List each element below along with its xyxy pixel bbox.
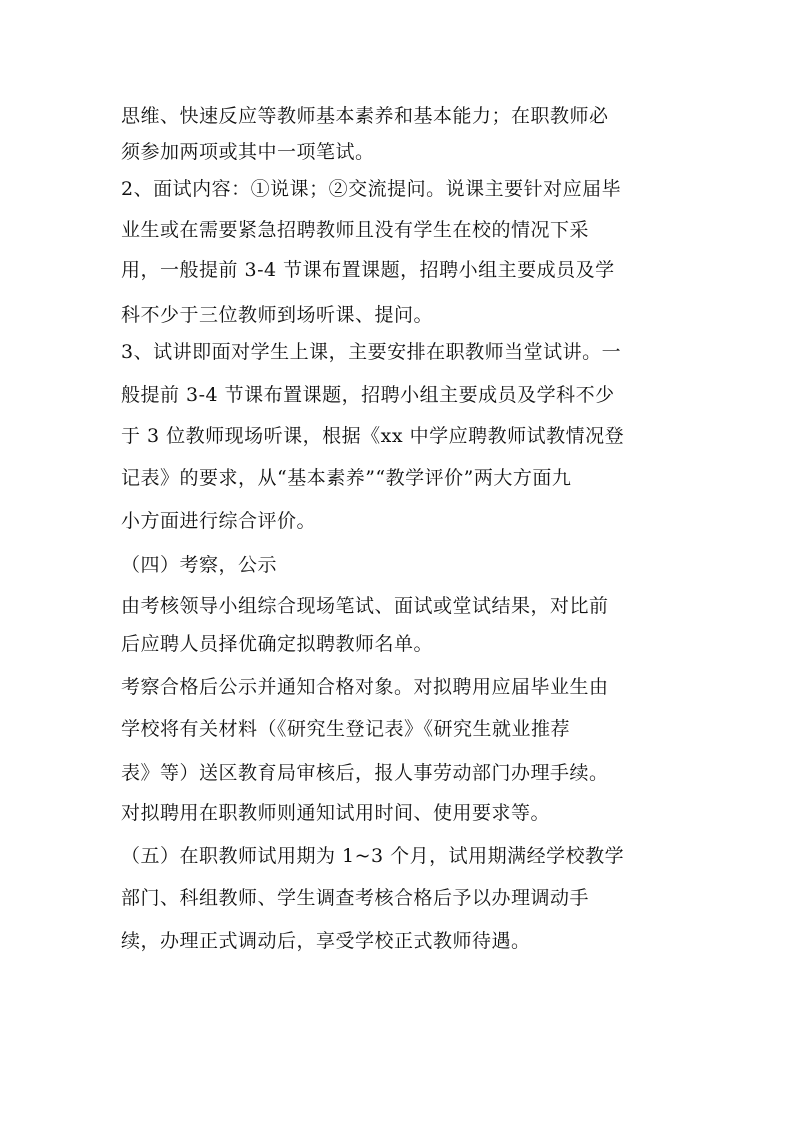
text-line: 对拟聘用在职教师则通知试用时间、使用要求等。	[121, 802, 551, 824]
text-line: 考察合格后公示并通知合格对象。对拟聘用应届毕业生由	[121, 676, 609, 698]
section-heading: （四）考察，公示	[121, 554, 278, 576]
text-line: 于 3 位教师现场听课，根据《xx 中学应聘教师试教情况登	[121, 425, 625, 447]
text-line: 表》等）送区教育局审核后，报人事劳动部门办理手续。	[121, 762, 609, 784]
text-line: 记表》的要求，从“基本素养”“教学评价”两大方面九	[121, 467, 572, 489]
text-line: 后应聘人员择优确定拟聘教师名单。	[121, 633, 434, 655]
text-line: 续，办理正式调动后，享受学校正式教师待遇。	[121, 930, 531, 952]
text-line: 般提前 3-4 节课布置课题，招聘小组主要成员及学科不少	[121, 384, 615, 406]
section-heading: （五）在职教师试用期为 1~3 个月，试用期满经学校教学	[121, 845, 625, 867]
text-line: 科不少于三位教师到场听课、提问。	[121, 304, 434, 326]
text-line: 由考核领导小组综合现场笔试、面试或堂试结果，对比前	[121, 595, 609, 617]
text-line: 思维、快速反应等教师基本素养和基本能力；在职教师必	[121, 105, 609, 127]
text-line: 须参加两项或其中一项笔试。	[121, 141, 375, 163]
text-line: 用，一般提前 3-4 节课布置课题，招聘小组主要成员及学	[121, 259, 615, 281]
text-line: 2、面试内容：①说课；②交流提问。说课主要针对应届毕	[121, 178, 622, 200]
text-line: 业生或在需要紧急招聘教师且没有学生在校的情况下采	[121, 219, 590, 241]
text-line: 小方面进行综合评价。	[121, 510, 317, 532]
text-line: 部门、科组教师、学生调查考核合格后予以办理调动手	[121, 887, 590, 909]
text-line: 学校将有关材料（《研究生登记表》《研究生就业推荐	[121, 718, 571, 740]
text-line: 3、试讲即面对学生上课，主要安排在职教师当堂试讲。一	[121, 341, 622, 363]
